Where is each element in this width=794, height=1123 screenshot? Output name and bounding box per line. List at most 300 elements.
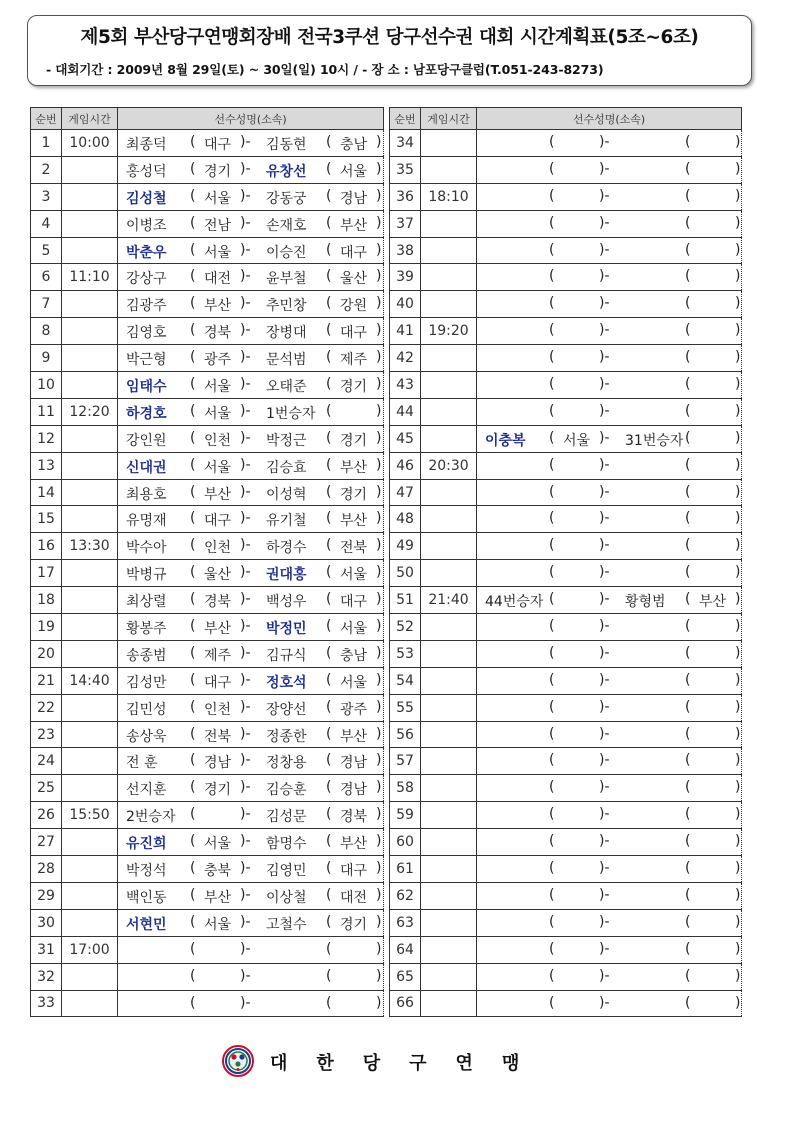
player-2-name: 손재호 (266, 217, 307, 234)
game-time: 13:30 (62, 533, 118, 560)
game-time (421, 909, 477, 936)
club-1: 대구 (204, 674, 232, 691)
player-1-name: 박근형 (126, 352, 167, 369)
club-1: 부산 (204, 621, 232, 638)
paren-open: ( (326, 349, 332, 366)
table-row (390, 640, 742, 667)
row-number: 20 (31, 640, 62, 667)
paren-open: ( (549, 806, 555, 823)
match-cell (477, 398, 742, 425)
match-cell (477, 130, 742, 157)
row-number: 1 (31, 130, 62, 157)
game-time (62, 587, 118, 614)
game-time (421, 210, 477, 237)
paren-close: ) (735, 644, 741, 661)
paren-close-dash: )- (599, 429, 610, 446)
player-1-name: 황봉주 (126, 621, 167, 638)
paren-close: ) (735, 322, 741, 339)
paren-open: ( (190, 967, 196, 984)
game-time (62, 506, 118, 533)
table-row (390, 425, 742, 452)
paren-open: ( (685, 940, 691, 957)
paren-close: ) (376, 268, 382, 285)
paren-open: ( (190, 160, 196, 177)
table-row (31, 856, 384, 883)
paren-close-dash: )- (599, 349, 610, 366)
paren-close: ) (735, 913, 741, 930)
paren-open: ( (190, 295, 196, 312)
table-row (31, 667, 384, 694)
player-1-name: 강상구 (126, 271, 167, 288)
table-row (31, 990, 384, 1017)
table-row (31, 802, 384, 829)
paren-close: ) (376, 349, 382, 366)
paren-close: ) (376, 618, 382, 635)
player-1-name: 2번승자 (126, 809, 176, 826)
paren-close-dash: )- (240, 591, 251, 608)
paren-close-dash: )- (240, 241, 251, 258)
match-cell (477, 479, 742, 506)
player-2-name: 추민창 (266, 298, 307, 315)
match-cell (118, 721, 384, 748)
row-number: 61 (390, 856, 421, 883)
match-cell (118, 291, 384, 318)
player-2-name: 강동궁 (266, 190, 307, 207)
match-cell (477, 614, 742, 641)
table-row (390, 479, 742, 506)
paren-open: ( (326, 134, 332, 150)
game-time (421, 748, 477, 775)
table-row (31, 237, 384, 264)
paren-open: ( (190, 698, 196, 715)
table-row (390, 237, 742, 264)
player-2-name: 윤부철 (266, 271, 307, 288)
club-1: 서울 (204, 405, 232, 422)
game-time (62, 829, 118, 856)
paren-close-dash: )- (240, 429, 251, 446)
row-number: 46 (390, 452, 421, 479)
club-1: 충북 (204, 863, 232, 880)
paren-open: ( (549, 967, 555, 984)
game-time (62, 291, 118, 318)
row-number: 23 (31, 721, 62, 748)
table-row (390, 614, 742, 641)
player-2-name: 함명수 (266, 836, 307, 853)
row-number: 53 (390, 640, 421, 667)
club-2: 대구 (340, 594, 368, 611)
paren-open: ( (549, 241, 555, 258)
row-number: 65 (390, 963, 421, 990)
paren-close-dash: )- (240, 967, 251, 984)
paren-close-dash: )- (599, 618, 610, 635)
paren-open: ( (326, 860, 332, 877)
paren-open: ( (326, 295, 332, 312)
page-title: 제5회 부산당구연맹회장배 전국3쿠션 당구선수권 대회 시간계획표(5조~6조) (80, 27, 699, 48)
game-time: 17:00 (62, 936, 118, 963)
game-time: 15:50 (62, 802, 118, 829)
table-row (31, 130, 384, 157)
table-row (390, 264, 742, 291)
club-2: 강원 (340, 298, 368, 315)
game-time (62, 560, 118, 587)
paren-open: ( (685, 725, 691, 742)
player-2-name: 이상철 (266, 889, 307, 906)
player-1-name: 박병규 (126, 567, 167, 584)
match-cell (477, 291, 742, 318)
paren-open: ( (685, 698, 691, 715)
row-number: 3 (31, 183, 62, 210)
paren-open: ( (549, 537, 555, 554)
paren-open: ( (326, 779, 332, 796)
player-2-name: 유기철 (266, 513, 307, 530)
paren-close-dash: )- (599, 537, 610, 554)
row-number: 58 (390, 775, 421, 802)
paren-open: ( (326, 483, 332, 500)
paren-open: ( (685, 591, 691, 608)
game-time (62, 156, 118, 183)
paren-open: ( (685, 994, 691, 1011)
game-time (62, 183, 118, 210)
paren-close: ) (735, 886, 741, 903)
row-number: 29 (31, 882, 62, 909)
game-time (62, 694, 118, 721)
paren-open: ( (685, 967, 691, 984)
row-number: 16 (31, 533, 62, 560)
player-2-name: 유창선 (266, 163, 307, 180)
paren-close: ) (735, 779, 741, 796)
row-number: 54 (390, 667, 421, 694)
paren-close: ) (735, 429, 741, 446)
paren-open: ( (190, 725, 196, 742)
row-number: 11 (31, 398, 62, 425)
table-row (31, 748, 384, 775)
match-cell (118, 829, 384, 856)
paren-close: ) (735, 510, 741, 527)
player-2-name: 하경수 (266, 540, 307, 557)
paren-close: ) (376, 833, 382, 850)
match-cell (477, 372, 742, 399)
row-number: 38 (390, 237, 421, 264)
col-header-time: 게임시간 (62, 108, 118, 130)
paren-close: ) (376, 187, 382, 204)
club-1: 부산 (204, 298, 232, 315)
player-1-name: 박정석 (126, 863, 167, 880)
player-2-name: 권대홍 (266, 567, 307, 584)
game-time (421, 130, 477, 157)
row-number: 14 (31, 479, 62, 506)
table-row (31, 936, 384, 963)
player-1-name: 서현민 (126, 916, 167, 933)
table-row (390, 882, 742, 909)
row-number: 21 (31, 667, 62, 694)
paren-open: ( (326, 940, 332, 957)
row-number: 30 (31, 909, 62, 936)
player-1-name: 김민성 (126, 701, 167, 718)
club-2: 경기 (340, 486, 368, 503)
paren-open: ( (326, 241, 332, 258)
match-cell (118, 614, 384, 641)
paren-open: ( (326, 967, 332, 984)
club-1: 서울 (204, 836, 232, 853)
match-cell (477, 963, 742, 990)
paren-open: ( (190, 913, 196, 930)
club-2: 대구 (340, 325, 368, 342)
paren-close-dash: )- (240, 806, 251, 823)
row-number: 6 (31, 264, 62, 291)
paren-open: ( (190, 241, 196, 258)
paren-close-dash: )- (240, 940, 251, 957)
table-row (31, 452, 384, 479)
game-time (421, 560, 477, 587)
game-time (62, 452, 118, 479)
paren-open: ( (190, 671, 196, 688)
player-1-name: 선지훈 (126, 782, 167, 799)
row-number: 8 (31, 318, 62, 345)
game-time (421, 533, 477, 560)
table-row (31, 829, 384, 856)
paren-close: ) (376, 214, 382, 231)
paren-open: ( (549, 483, 555, 500)
table-row (390, 210, 742, 237)
paren-open: ( (685, 860, 691, 877)
paren-open: ( (685, 402, 691, 419)
game-time (421, 882, 477, 909)
player-1-name: 신대권 (126, 459, 167, 476)
club-1: 서울 (204, 244, 232, 261)
game-time (62, 425, 118, 452)
match-cell (477, 667, 742, 694)
paren-close: ) (376, 564, 382, 581)
club-1: 대구 (204, 137, 232, 153)
paren-close: ) (376, 134, 382, 150)
paren-open: ( (190, 510, 196, 527)
row-number: 27 (31, 829, 62, 856)
game-time (421, 829, 477, 856)
game-time (421, 694, 477, 721)
paren-open: ( (685, 644, 691, 661)
paren-close: ) (376, 160, 382, 177)
paren-open: ( (326, 618, 332, 635)
paren-close: ) (735, 402, 741, 419)
game-time (421, 721, 477, 748)
paren-open: ( (685, 618, 691, 635)
paren-close-dash: )- (240, 779, 251, 796)
game-time (421, 156, 477, 183)
match-cell (118, 345, 384, 372)
table-row (31, 183, 384, 210)
table-row (390, 748, 742, 775)
club-2: 경남 (340, 755, 368, 772)
game-time (62, 640, 118, 667)
player-2-name: 백성우 (266, 594, 307, 611)
match-cell (118, 425, 384, 452)
player-1-name: 최종덕 (126, 137, 167, 153)
player-2-name: 31번승자 (625, 432, 684, 449)
paren-open: ( (190, 886, 196, 903)
table-row (390, 318, 742, 345)
game-time: 11:10 (62, 264, 118, 291)
paren-close: ) (376, 644, 382, 661)
club-1: 경기 (204, 163, 232, 180)
table-row (390, 802, 742, 829)
club-2: 경기 (340, 379, 368, 396)
paren-close-dash: )- (599, 806, 610, 823)
schedule-table-left (30, 107, 384, 1017)
table-row (31, 318, 384, 345)
paren-close-dash: )- (240, 134, 251, 150)
paren-open: ( (549, 268, 555, 285)
row-number: 5 (31, 237, 62, 264)
paren-close: ) (735, 214, 741, 231)
table-row (390, 372, 742, 399)
paren-close: ) (735, 994, 741, 1011)
match-cell (477, 533, 742, 560)
paren-open: ( (326, 644, 332, 661)
row-number: 39 (390, 264, 421, 291)
row-number: 49 (390, 533, 421, 560)
paren-close: ) (376, 940, 382, 957)
paren-open: ( (326, 214, 332, 231)
club-2: 충남 (340, 137, 368, 153)
schedule-table-right (389, 107, 742, 1017)
organization-name: 대한당구연맹 (270, 1053, 549, 1074)
game-time (421, 990, 477, 1017)
paren-close-dash: )- (599, 187, 610, 204)
paren-close: ) (735, 591, 741, 608)
paren-close: ) (376, 779, 382, 796)
col-header-no: 순번 (390, 108, 421, 130)
row-number: 56 (390, 721, 421, 748)
paren-open: ( (685, 187, 691, 204)
club-2: 서울 (340, 163, 368, 180)
paren-close: ) (376, 860, 382, 877)
player-1-name: 유명재 (126, 513, 167, 530)
row-number: 12 (31, 425, 62, 452)
paren-close-dash: )- (240, 994, 251, 1011)
paren-close: ) (376, 725, 382, 742)
table-row (390, 560, 742, 587)
match-cell (118, 856, 384, 883)
row-number: 37 (390, 210, 421, 237)
paren-close-dash: )- (240, 510, 251, 527)
paren-close: ) (735, 967, 741, 984)
game-time (421, 398, 477, 425)
row-number: 26 (31, 802, 62, 829)
row-number: 51 (390, 587, 421, 614)
paren-open: ( (326, 913, 332, 930)
table-row (390, 345, 742, 372)
game-time (62, 856, 118, 883)
club-2: 경기 (340, 916, 368, 933)
paren-close-dash: )- (599, 913, 610, 930)
paren-close-dash: )- (599, 214, 610, 231)
paren-open: ( (190, 618, 196, 635)
paren-open: ( (190, 134, 196, 150)
row-number: 13 (31, 452, 62, 479)
club-1: 서울 (204, 459, 232, 476)
match-cell (477, 452, 742, 479)
match-cell (118, 210, 384, 237)
player-2-name: 김동현 (266, 137, 307, 153)
club-2: 경남 (340, 782, 368, 799)
paren-close: ) (735, 725, 741, 742)
paren-close: ) (376, 886, 382, 903)
player-2-name: 이성혁 (266, 486, 307, 503)
paren-open: ( (685, 134, 691, 150)
game-time (421, 291, 477, 318)
paren-open: ( (685, 376, 691, 393)
match-cell (477, 936, 742, 963)
game-time: 21:40 (421, 587, 477, 614)
club-2: 부산 (340, 459, 368, 476)
paren-close: ) (376, 994, 382, 1011)
paren-open: ( (190, 752, 196, 769)
paren-close: ) (735, 349, 741, 366)
table-row (31, 560, 384, 587)
table-row (390, 856, 742, 883)
paren-close: ) (735, 268, 741, 285)
row-number: 15 (31, 506, 62, 533)
match-cell (118, 130, 384, 157)
paren-open: ( (190, 214, 196, 231)
match-cell (118, 506, 384, 533)
col-header-no: 순번 (31, 108, 62, 130)
table-row (390, 829, 742, 856)
table-row (390, 183, 742, 210)
paren-open: ( (549, 671, 555, 688)
match-cell (477, 264, 742, 291)
club-1: 인천 (204, 701, 232, 718)
col-header-match: 선수성명(소속) (118, 108, 384, 130)
game-time (421, 425, 477, 452)
player-1-name: 김성철 (126, 190, 167, 207)
paren-open: ( (549, 860, 555, 877)
paren-close-dash: )- (240, 376, 251, 393)
club-2: 부산 (340, 836, 368, 853)
player-1-name: 박수아 (126, 540, 167, 557)
paren-open: ( (326, 806, 332, 823)
paren-close: ) (735, 618, 741, 635)
paren-close: ) (735, 295, 741, 312)
row-number: 31 (31, 936, 62, 963)
paren-open: ( (549, 187, 555, 204)
match-cell (118, 183, 384, 210)
match-cell (477, 802, 742, 829)
match-cell (118, 560, 384, 587)
paren-open: ( (190, 564, 196, 581)
paren-open: ( (685, 322, 691, 339)
club-2: 서울 (340, 621, 368, 638)
row-number: 59 (390, 802, 421, 829)
table-row (390, 775, 742, 802)
table-row (390, 533, 742, 560)
club-2: 서울 (340, 674, 368, 691)
paren-close-dash: )- (599, 322, 610, 339)
paren-close-dash: )- (599, 833, 610, 850)
club-2: 경북 (340, 809, 368, 826)
game-time (62, 372, 118, 399)
game-time: 12:20 (62, 398, 118, 425)
match-cell (118, 963, 384, 990)
paren-open: ( (685, 537, 691, 554)
paren-open: ( (549, 644, 555, 661)
game-time (62, 882, 118, 909)
player-2-name: 정호석 (266, 674, 307, 691)
table-row (31, 587, 384, 614)
game-time (421, 372, 477, 399)
paren-close: ) (735, 671, 741, 688)
table-row (390, 452, 742, 479)
